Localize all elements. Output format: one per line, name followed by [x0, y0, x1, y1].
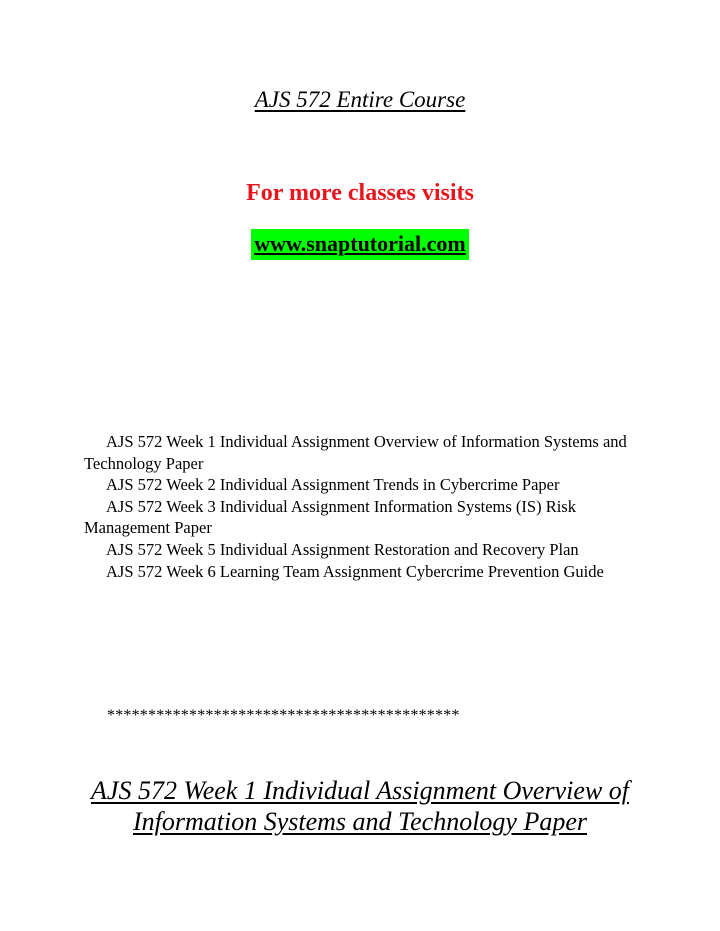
section-heading: AJS 572 Week 1 Individual Assignment Overview of Information Systems and Technology Paper [91, 776, 629, 836]
list-item: AJS 572 Week 5 Individual Assignment Restoration and Recovery Plan [106, 539, 579, 559]
list-item: AJS 572 Week 1 Individual Assignment Overview of Information Systems and Technology Paper [84, 432, 627, 473]
separator: ******************************************* [107, 707, 460, 724]
promo-text: For more classes visits [246, 180, 474, 206]
list-item: AJS 572 Week 3 Individual Assignment Information Systems (IS) Risk Management Paper [84, 496, 576, 538]
list-item: AJS 572 Week 2 Individual Assignment Trends in Cybercrime Paper [106, 475, 560, 495]
list-item: AJS 572 Week 6 Learning Team Assignment Cybercrime Prevention Guide [106, 561, 604, 581]
site-link[interactable]: www.snaptutorial.com [251, 229, 468, 260]
assignment-list [84, 431, 644, 582]
course-title: AJS 572 Entire Course [254, 87, 466, 112]
site-link-container [0, 229, 720, 260]
